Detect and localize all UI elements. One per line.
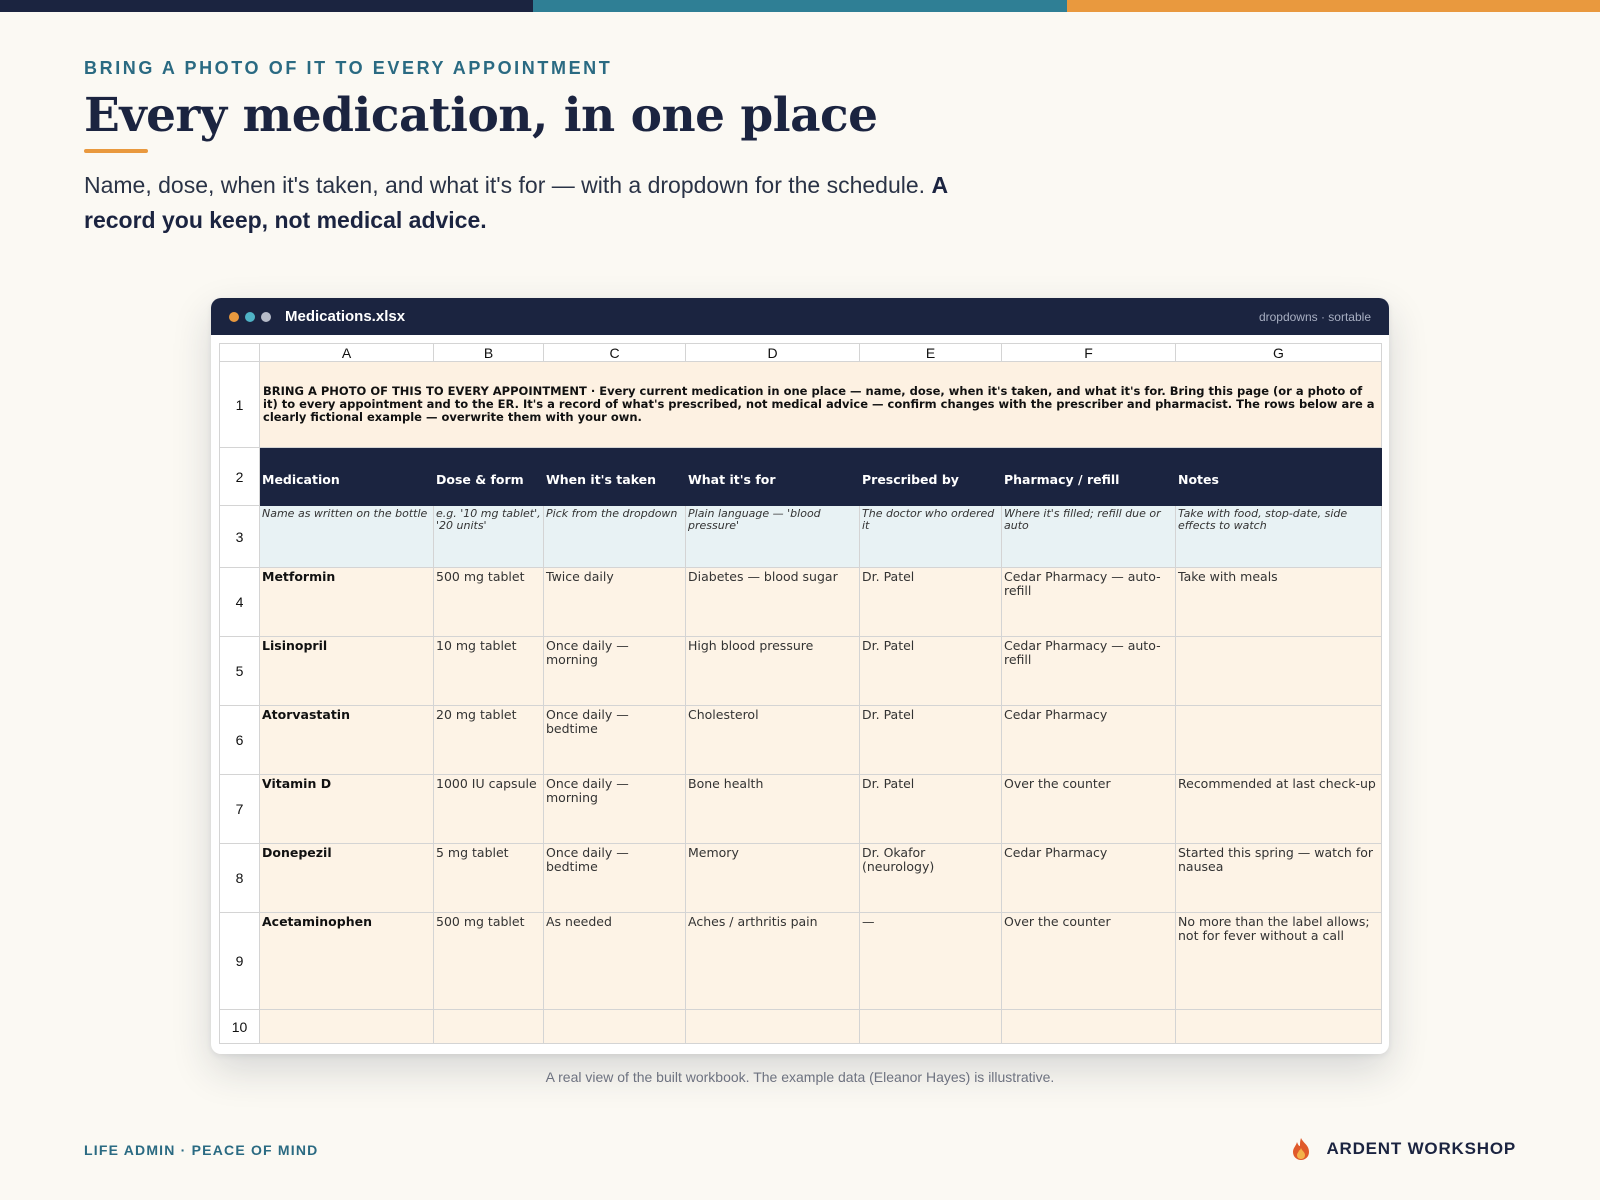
column-header-g[interactable]: G	[1176, 344, 1382, 362]
hint-cell[interactable]: Where it's filled; refill due or auto	[1002, 506, 1176, 568]
empty-cell[interactable]	[544, 1010, 686, 1044]
spreadsheet-window	[211, 298, 1389, 1054]
cell-dose[interactable]: 500 mg tablet	[434, 913, 544, 1010]
cell-when-dropdown[interactable]: As needed	[544, 913, 686, 1010]
banner-cell[interactable]: BRING A PHOTO OF THIS TO EVERY APPOINTMENT · Every current medication in one place — name, dose, when it's taken, and what it's for. Bring this page (or a photo of it) to every appointment and to the ER. It's a record of what's prescribed, not medical advice — confirm changes with the prescriber and pharmacist. The rows below are a clearly fictional example — overwrite them with your own.	[260, 362, 1382, 448]
subtitle-bold: A record you keep, not medical advice.	[84, 172, 948, 233]
hint-cell[interactable]: Pick from the dropdown	[544, 506, 686, 568]
cell-dose[interactable]: 20 mg tablet	[434, 706, 544, 775]
header-cell-prescriber[interactable]: Prescribed by	[860, 448, 1002, 506]
row-number[interactable]: 4	[220, 568, 260, 637]
cell-notes[interactable]: Recommended at last check-up	[1176, 775, 1382, 844]
cell-medication[interactable]: Atorvastatin	[260, 706, 434, 775]
cell-when-dropdown[interactable]: Once daily — bedtime	[544, 706, 686, 775]
row-number[interactable]: 3	[220, 506, 260, 568]
cell-medication[interactable]: Acetaminophen	[260, 913, 434, 1010]
cell-notes[interactable]: Started this spring — watch for nausea	[1176, 844, 1382, 913]
row-number[interactable]: 7	[220, 775, 260, 844]
top-bar-navy	[0, 0, 533, 12]
select-all-corner[interactable]	[220, 344, 260, 362]
row-number[interactable]: 2	[220, 448, 260, 506]
header-cell-purpose[interactable]: What it's for	[686, 448, 860, 506]
top-color-bar	[0, 0, 1600, 12]
table-row	[220, 568, 1382, 637]
cell-when-dropdown[interactable]: Once daily — bedtime	[544, 844, 686, 913]
title-underline	[84, 149, 148, 153]
brand-name: ARDENT WORKSHOP	[1326, 1139, 1516, 1158]
column-header-d[interactable]: D	[686, 344, 860, 362]
cell-notes[interactable]: Take with meals	[1176, 568, 1382, 637]
cell-prescriber[interactable]: Dr. Patel	[860, 775, 1002, 844]
cell-pharmacy[interactable]: Over the counter	[1002, 775, 1176, 844]
window-meta: dropdowns · sortable	[1258, 310, 1371, 324]
row-number[interactable]: 5	[220, 637, 260, 706]
row-number[interactable]: 10	[220, 1010, 260, 1044]
page-title: Every medication, in one place	[84, 88, 878, 143]
empty-cell[interactable]	[1002, 1010, 1176, 1044]
cell-purpose[interactable]: Diabetes — blood sugar	[686, 568, 860, 637]
row-number[interactable]: 6	[220, 706, 260, 775]
hint-cell[interactable]: Plain language — 'blood pressure'	[686, 506, 860, 568]
eyebrow: BRING A PHOTO OF IT TO EVERY APPOINTMENT	[84, 58, 613, 78]
table-row	[220, 775, 1382, 844]
cell-prescriber[interactable]: Dr. Patel	[860, 568, 1002, 637]
spreadsheet-grid	[219, 343, 1382, 1044]
hint-cell[interactable]: e.g. '10 mg tablet', '20 units'	[434, 506, 544, 568]
window-dot-teal-icon[interactable]	[245, 312, 255, 322]
subtitle-text: Name, dose, when it's taken, and what it's for — with a dropdown for the schedule.	[84, 172, 932, 198]
cell-medication[interactable]: Metformin	[260, 568, 434, 637]
cell-prescriber[interactable]: —	[860, 913, 1002, 1010]
cell-dose[interactable]: 1000 IU capsule	[434, 775, 544, 844]
footer-brand	[1290, 1137, 1516, 1161]
table-row	[220, 913, 1382, 1010]
column-header-b[interactable]: B	[434, 344, 544, 362]
hint-row	[220, 506, 1382, 568]
footer-tagline: LIFE ADMIN · PEACE OF MIND	[84, 1142, 319, 1158]
hint-cell[interactable]: Name as written on the bottle	[260, 506, 434, 568]
hint-cell[interactable]: Take with food, stop-date, side effects to watch	[1176, 506, 1382, 568]
cell-dose[interactable]: 500 mg tablet	[434, 568, 544, 637]
cell-when-dropdown[interactable]: Twice daily	[544, 568, 686, 637]
row-number[interactable]: 1	[220, 362, 260, 448]
cell-notes[interactable]	[1176, 706, 1382, 775]
empty-cell[interactable]	[860, 1010, 1002, 1044]
window-filename: Medications.xlsx	[285, 308, 406, 325]
cell-purpose[interactable]: High blood pressure	[686, 637, 860, 706]
cell-notes[interactable]: No more than the label allows; not for fever without a call	[1176, 913, 1382, 1010]
column-header-f[interactable]: F	[1002, 344, 1176, 362]
empty-row	[220, 1010, 1382, 1044]
empty-cell[interactable]	[686, 1010, 860, 1044]
cell-dose[interactable]: 5 mg tablet	[434, 844, 544, 913]
header-cell-medication[interactable]: Medication	[260, 448, 434, 506]
header-cell-pharmacy[interactable]: Pharmacy / refill	[1002, 448, 1176, 506]
cell-purpose[interactable]: Memory	[686, 844, 860, 913]
flame-icon	[1290, 1137, 1312, 1161]
column-header-a[interactable]: A	[260, 344, 434, 362]
cell-notes[interactable]	[1176, 637, 1382, 706]
cell-purpose[interactable]: Cholesterol	[686, 706, 860, 775]
empty-cell[interactable]	[1176, 1010, 1382, 1044]
page-subtitle	[84, 168, 1024, 238]
column-header-row	[220, 344, 1382, 362]
top-bar-orange	[1067, 0, 1600, 12]
banner-row	[220, 362, 1382, 448]
cell-purpose[interactable]: Bone health	[686, 775, 860, 844]
window-titlebar	[211, 298, 1389, 335]
workbook-caption: A real view of the built workbook. The example data (Eleanor Hayes) is illustrative.	[545, 1069, 1055, 1085]
window-dot-grey-icon[interactable]	[261, 312, 271, 322]
cell-prescriber[interactable]: Dr. Patel	[860, 706, 1002, 775]
header-cell-notes[interactable]: Notes	[1176, 448, 1382, 506]
table-row	[220, 637, 1382, 706]
cell-purpose[interactable]: Aches / arthritis pain	[686, 913, 860, 1010]
cell-when-dropdown[interactable]: Once daily — morning	[544, 637, 686, 706]
cell-pharmacy[interactable]: Over the counter	[1002, 913, 1176, 1010]
cell-medication[interactable]: Donepezil	[260, 844, 434, 913]
table-row	[220, 706, 1382, 775]
empty-cell[interactable]	[260, 1010, 434, 1044]
cell-prescriber[interactable]: Dr. Patel	[860, 637, 1002, 706]
cell-when-dropdown[interactable]: Once daily — morning	[544, 775, 686, 844]
table-row	[220, 844, 1382, 913]
header-cell-when[interactable]: When it's taken	[544, 448, 686, 506]
column-header-c[interactable]: C	[544, 344, 686, 362]
cell-pharmacy[interactable]: Cedar Pharmacy	[1002, 844, 1176, 913]
cell-dose[interactable]: 10 mg tablet	[434, 637, 544, 706]
header-cell-dose[interactable]: Dose & form	[434, 448, 544, 506]
top-bar-teal	[533, 0, 1066, 12]
cell-medication[interactable]: Lisinopril	[260, 637, 434, 706]
cell-prescriber[interactable]: Dr. Okafor (neurology)	[860, 844, 1002, 913]
column-header-e[interactable]: E	[860, 344, 1002, 362]
cell-medication[interactable]: Vitamin D	[260, 775, 434, 844]
cell-pharmacy[interactable]: Cedar Pharmacy — auto-refill	[1002, 568, 1176, 637]
row-number[interactable]: 8	[220, 844, 260, 913]
cell-pharmacy[interactable]: Cedar Pharmacy — auto-refill	[1002, 637, 1176, 706]
window-dot-orange-icon[interactable]	[229, 312, 239, 322]
empty-cell[interactable]	[434, 1010, 544, 1044]
header-row	[220, 448, 1382, 506]
row-number[interactable]: 9	[220, 913, 260, 1010]
hint-cell[interactable]: The doctor who ordered it	[860, 506, 1002, 568]
cell-pharmacy[interactable]: Cedar Pharmacy	[1002, 706, 1176, 775]
